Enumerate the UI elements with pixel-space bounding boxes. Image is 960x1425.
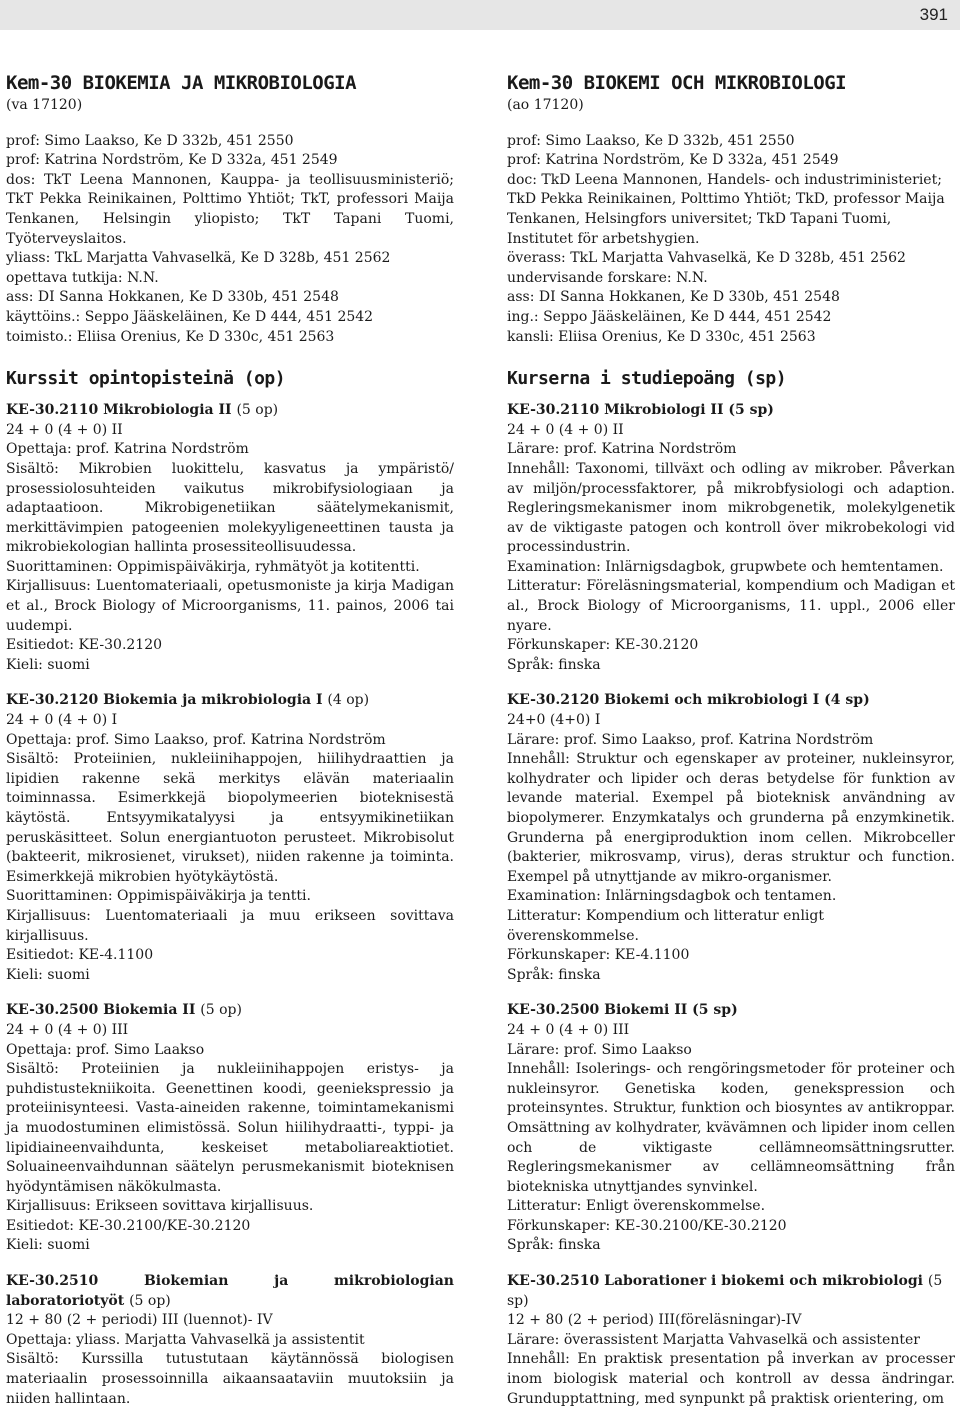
staff-line: prof: Simo Laakso, Ke D 332b, 451 2550 — [507, 132, 795, 149]
course-line: Esitiedot: KE-30.2100/KE-30.2120 — [6, 1217, 251, 1234]
course-line: Lärare: prof. Simo Laakso, prof. Katrina Nordström — [507, 731, 874, 748]
staff-line: toimisto.: Eliisa Orenius, Ke D 330c, 451 2563 — [6, 328, 335, 345]
course-line: Innehåll: En praktisk presentation på inverkan av processer inom biologisk material och kontroll av dessa ändringar. Grundupptattning, med synpunkt på praktisk orientering, om — [507, 1351, 955, 1407]
department-code: (va 17120) — [6, 97, 83, 113]
course-line: Esitiedot: KE-4.1100 — [6, 947, 154, 964]
column-swedish — [507, 70, 955, 1425]
course-line: Suorittaminen: Oppimispäiväkirja, ryhmätyöt ja kotitentti. — [6, 558, 420, 575]
course-line: Kirjallisuus: Luentomateriaali ja muu erikseen sovittava kirjallisuus. — [6, 907, 454, 944]
course-line: Sisältö: Proteiinien ja nukleiinihappojen eristys- ja puhdistustekniikoita. Geenettinen koodi, geeniekspressio ja proteiinisynteesi. Vasta-aineiden rakenne, toimintamekanismi ja muodostuminen elimistössä. Solun hiilihydraatti-, typpi- ja lipidiaineenvaihdunta, keskeiset metaboliareaktiotiet. Soluaineenvaihdunnan säätelyn perusmekanismit bioteknisen hyödyntämisen näkökulmasta. — [6, 1061, 454, 1195]
staff-line: ass: DI Sanna Hokkanen, Ke D 330b, 451 2548 — [507, 289, 840, 306]
course-line: Innehåll: Isolerings- och rengöringsmetoder för proteiner och nukleinsyror. Genetiska koden, genekspression och proteinsyntes. Struktur, funktion och biosyntes av antikroppar. Omsättning av kolhydrater, kvävämnen och lipider inom cellen och de viktigaste cellämneomsättningsrutter. Regleringsmekanismer av cellämneomsättning från biotekniska utnyttjandes synvinkel. — [507, 1061, 955, 1195]
staff-line: ass: DI Sanna Hokkanen, Ke D 330b, 451 2548 — [6, 289, 339, 306]
course-line: Språk: finska — [507, 1237, 601, 1254]
course-line: Innehåll: Struktur och egenskaper av proteiner, nukleinsyror, kolhydrater och lipider och deras betydelse för funktion av levande material. Exempel på bioteknisk användning av biopolymerer. Enzymkatalys och grunderna på enzymkinetik. Grunderna på energiproduktion inom cellen. Mikrobceller (bakterier, mikrosvamp, virus), deras struktur och function. Exempel på utnyttjande av mikro-organismer. — [507, 751, 955, 885]
course-line: 24 + 0 (4 + 0) III — [507, 1021, 630, 1038]
course-line: Sisältö: Mikrobien luokittelu, kasvatus ja ympäristö/ prosessiolosuhteiden vaikutus mikrobifysiologiaan ja adaptaatioon. Mikrobigenetiikan säätelymekanismit, merkittävimpien patogeenien molekyyligeneettinen tausta ja mikrobiekologian hallinta prosessiteollisuudessa. — [6, 460, 454, 556]
course-line: Kieli: suomi — [6, 656, 90, 673]
course-line: Litteratur: Enligt överenskommelse. — [507, 1198, 766, 1215]
course-line: Kieli: suomi — [6, 1237, 90, 1254]
course-line: Suorittaminen: Oppimispäiväkirja ja tentti. — [6, 888, 311, 905]
staff-line: kansli: Eliisa Orenius, Ke D 330c, 451 2563 — [507, 328, 816, 345]
staff-line: opettava tutkija: N.N. — [6, 269, 159, 286]
course-line: Förkunskaper: KE-30.2120 — [507, 637, 699, 654]
course-entry — [507, 1272, 955, 1409]
staff-line: prof: Katrina Nordström, Ke D 332a, 451 2549 — [507, 152, 839, 169]
course-line: 12 + 80 (2 + period) III(föreläsningar)-IV — [507, 1312, 802, 1329]
staff-list — [6, 132, 454, 348]
staff-line: yliass: TkL Marjatta Vahvaselkä, Ke D 328b, 451 2562 — [6, 250, 391, 267]
course-title: KE-30.2510 Laborationer i biokemi och mikrobiologi (5 sp) — [507, 1273, 943, 1309]
course-line: Lärare: prof. Simo Laakso — [507, 1041, 692, 1058]
course-title: KE-30.2120 Biokemia ja mikrobiologia I (4 op) — [6, 692, 370, 709]
course-entry — [507, 691, 955, 985]
course-line: Esitiedot: KE-30.2120 — [6, 637, 163, 654]
department-title: Kem-30 BIOKEMI OCH MIKROBIOLOGI — [507, 72, 847, 94]
course-line: Språk: finska — [507, 656, 601, 673]
course-title: KE-30.2110 Mikrobiologia II (5 op) — [6, 402, 279, 419]
course-line: 24+0 (4+0) I — [507, 712, 601, 729]
course-line: Språk: finska — [507, 966, 601, 983]
staff-line: dos: TkT Leena Mannonen, Kauppa- ja teollisuusministeriö; TkT Pekka Reinikainen, Polttimo Yhtiöt; TkT, professori Maija Tenkanen, Helsingin yliopisto; TkT Tapani Tuomi, Työterveyslaitos. — [6, 171, 454, 247]
section-heading: Kurserna i studiepoäng (sp) — [507, 368, 787, 390]
course-line: Opettaja: yliass. Marjatta Vahvaselkä ja assistentit — [6, 1331, 365, 1348]
course-line: Sisältö: Kurssilla tutustutaan käytännössä biologisen materiaalin prosessoinnilla aikaansaataviin muutoksiin ja niiden hallintaan. — [6, 1351, 454, 1407]
course-line: Innehåll: Taxonomi, tillväxt och odling av mikrober. Påverkan av miljön/processfaktorer, på mikrobfysiologi och adaption. Regleringsmekanismer inom mikrobgenetik, molekylgenetik av de viktigaste patogen och kontroll över mikrobekologi vid processindustrin. — [507, 460, 955, 556]
course-line: Examination: Inlärningsdagbok och tentamen. — [507, 888, 837, 905]
course-title: KE-30.2500 Biokemia II (5 op) — [6, 1002, 242, 1019]
course-line: 24 + 0 (4 + 0) III — [6, 1021, 129, 1038]
course-line: Examination: Inlärnigsdagbok, grupwbete och hemtentamen. — [507, 558, 944, 575]
section-heading: Kurssit opintopisteinä (op) — [6, 368, 286, 390]
course-line: Sisältö: Proteiinien, nukleiinihappojen, hiilihydraattien ja lipidien rakenne sekä merkitys elävän materiaalin toiminnassa. Esimerkkejä biopolymeerien bioteknisestä käytöstä. Entsyymikatalyysi ja entsyymikinetiikan peruskäsitteet. Solun energiantuoton perusteet. Mikrobisolut (bakteerit, mikrosienet, virukset), niiden rakenne ja toiminta. Esimerkkejä mikrobien hyötykäytöstä. — [6, 751, 454, 885]
course-title: KE-30.2510 Biokemian ja mikrobiologian laboratoriotyöt (5 op) — [6, 1273, 454, 1309]
staff-line: ing.: Seppo Jääskeläinen, Ke D 444, 451 2542 — [507, 308, 832, 325]
course-line: Förkunskaper: KE-30.2100/KE-30.2120 — [507, 1217, 787, 1234]
course-line: 12 + 80 (2 + periodi) III (luennot)- IV — [6, 1312, 273, 1329]
course-line: Förkunskaper: KE-4.1100 — [507, 947, 690, 964]
course-line: Kirjallisuus: Erikseen sovittava kirjallisuus. — [6, 1198, 314, 1215]
course-entry — [507, 1001, 955, 1256]
course-line: Opettaja: prof. Katrina Nordström — [6, 441, 249, 458]
course-line: Lärare: prof. Katrina Nordström — [507, 441, 737, 458]
course-title: KE-30.2500 Biokemi II (5 sp) — [507, 1002, 738, 1019]
staff-line: undervisande forskare: N.N. — [507, 269, 708, 286]
course-entry — [507, 401, 955, 675]
column-finnish — [6, 70, 454, 1425]
course-entry — [6, 1272, 454, 1409]
course-line: Kirjallisuus: Luentomateriaali, opetusmoniste ja kirja Madigan et al., Brock Biology of Microorganisms, 11. painos, 2006 tai uudempi. — [6, 578, 454, 634]
course-line: Litteratur: Föreläsningsmaterial, kompendium och Madigan et al., Brock Biology of Microorganisms, 11. uppl., 2006 eller nyare. — [507, 578, 955, 634]
staff-line: käyttöins.: Seppo Jääskeläinen, Ke D 444, 451 2542 — [6, 308, 374, 325]
course-line: 24 + 0 (4 + 0) II — [507, 421, 624, 438]
course-line: 24 + 0 (4 + 0) I — [6, 712, 118, 729]
department-title: Kem-30 BIOKEMIA JA MIKROBIOLOGIA — [6, 72, 357, 94]
staff-line: överass: TkL Marjatta Vahvaselkä, Ke D 328b, 451 2562 — [507, 250, 906, 267]
course-entry — [6, 1001, 454, 1256]
page-number: 391 — [919, 5, 948, 24]
course-line: Litteratur: Kompendium och litteratur enligt överenskommelse. — [507, 907, 824, 944]
staff-line: prof: Katrina Nordström, Ke D 332a, 451 2549 — [6, 152, 338, 169]
course-line: 24 + 0 (4 + 0) II — [6, 421, 123, 438]
staff-line: doc: TkD Leena Mannonen, Handels- och industriministeriet; TkD Pekka Reinikainen, Polttimo Yhtiöt; TkD, professor Maija Tenkanen, Helsingfors universitet; TkD Tapani Tuomi, Institutet för arbetshygien. — [507, 171, 945, 247]
course-title: KE-30.2120 Biokemi och mikrobiologi I (4 sp) — [507, 692, 870, 709]
course-line: Kieli: suomi — [6, 966, 90, 983]
course-line: Opettaja: prof. Simo Laakso, prof. Katrina Nordström — [6, 731, 386, 748]
course-line: Lärare: överassistent Marjatta Vahvaselkä och assistenter — [507, 1331, 920, 1348]
department-code: (ao 17120) — [507, 97, 584, 113]
staff-line: prof: Simo Laakso, Ke D 332b, 451 2550 — [6, 132, 294, 149]
course-line: Opettaja: prof. Simo Laakso — [6, 1041, 205, 1058]
course-entry — [6, 401, 454, 675]
course-title: KE-30.2110 Mikrobiologi II (5 sp) — [507, 402, 774, 419]
course-entry — [6, 691, 454, 985]
staff-list — [507, 132, 955, 348]
page-header-bar — [0, 0, 960, 30]
